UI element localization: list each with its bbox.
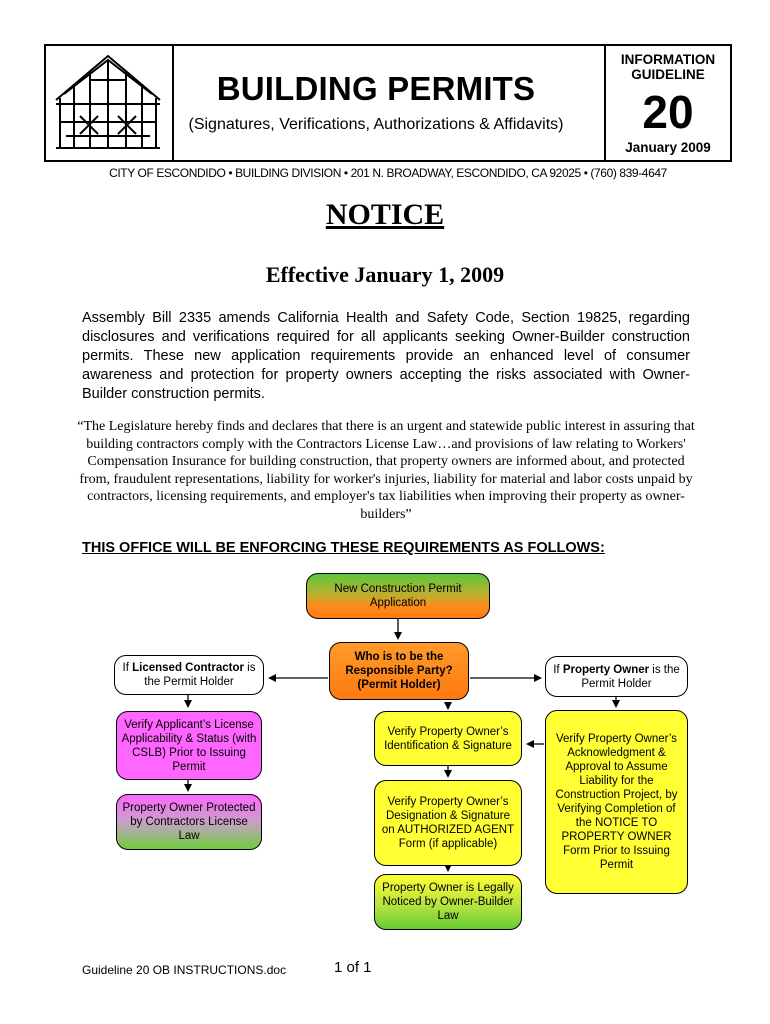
document-subtitle: (Signatures, Verifications, Authorizations & Affidavits) (188, 116, 564, 133)
verify-applicant-license-box (116, 711, 262, 780)
licensed-contractor-prefix: If (122, 662, 133, 674)
start-permit-application-text: New Construction Permit Application (334, 583, 462, 609)
footer-filename: Guideline 20 OB INSTRUCTIONS.doc (82, 963, 287, 977)
property-owner-box (545, 656, 688, 697)
licensed-contractor-text (119, 661, 259, 689)
guideline-date: January 2009 (625, 140, 711, 155)
verify-applicant-license-text: Verify Applicant’s License Applicability & Status (with CSLB) Prior to Issuing Permit (121, 718, 257, 773)
licensed-contractor-box (114, 655, 264, 695)
verify-owner-designation-text: Verify Property Owner’s Designation & Signature on AUTHORIZED AGENT Form (if applicable) (381, 796, 515, 850)
verify-owner-acknowledgment-box (545, 710, 688, 894)
verify-owner-acknowledgment-text: Verify Property Owner’s Acknowledgment & Approval to Assume Liability for the Construction Project, by Verifying Completion of the NOTICE TO PROPERTY OWNER Form Prior to Issuing Permit (555, 733, 678, 871)
verify-owner-identification-box (374, 711, 522, 766)
licensed-contractor-bold: Licensed Contractor (132, 662, 244, 674)
notice-heading: NOTICE (325, 198, 445, 231)
effective-date: Effective January 1, 2009 (265, 262, 505, 287)
enforcement-heading: THIS OFFICE WILL BE ENFORCING THESE REQUIREMENTS AS FOLLOWS: (82, 540, 605, 556)
guideline-label-line1: INFORMATION (620, 52, 716, 67)
guideline-label-line2: GUIDELINE (631, 67, 705, 82)
owner-protected-text: Property Owner Protected by Contractors License Law (122, 802, 256, 842)
owner-protected-box (116, 794, 262, 850)
property-owner-bold: Property Owner (562, 663, 650, 676)
guideline-number: 20 (642, 86, 694, 138)
document-title: BUILDING PERMITS (216, 70, 536, 107)
licensed-contractor-suffix: is the Permit Holder (144, 662, 256, 688)
footer-page-number: 1 of 1 (334, 959, 372, 976)
property-owner-suffix: is the Permit Holder (581, 663, 680, 690)
property-owner-text (550, 663, 683, 691)
responsible-party-question-box (329, 642, 469, 700)
legislature-quote: “The Legislature hereby finds and declares that there is an urgent and statewide public interest in assuring that building contractors comply with the Contractors License Law…and provisions of law relating to Workers' Compensation Insurance for building construction, that property owners are informed about, and protected from, fraudulent representations, liability for worker's injuries, liability for material and labor costs unpaid by contractors, licensing requirements, and employer's tax liabilities when improving their property as owner-builders” (77, 419, 695, 522)
verify-owner-identification-text: Verify Property Owner’s Identification & Signature (384, 725, 512, 752)
legally-noticed-text: Property Owner is Legally Noticed by Owner-Builder Law (382, 882, 514, 922)
legally-noticed-box (374, 874, 522, 930)
property-owner-prefix: If (553, 663, 563, 676)
verify-owner-designation-box (374, 780, 522, 866)
city-address-line: CITY OF ESCONDIDO • BUILDING DIVISION • 201 N. BROADWAY, ESCONDIDO, CA 92025 • (760) 839-4647 (109, 166, 667, 180)
responsible-party-question-text: Who is to be the Responsible Party? (Permit Holder) (345, 651, 453, 691)
intro-paragraph: Assembly Bill 2335 amends California Health and Safety Code, Section 19825, regarding disclosures and verifications required for all applicants seeking Owner-Builder construction permits. These new application requirements provide an enhanced level of consumer awareness and protection for property owners accepting the risks associated with Owner-Builder construction permits. (82, 310, 690, 402)
start-permit-application-box (306, 573, 490, 619)
